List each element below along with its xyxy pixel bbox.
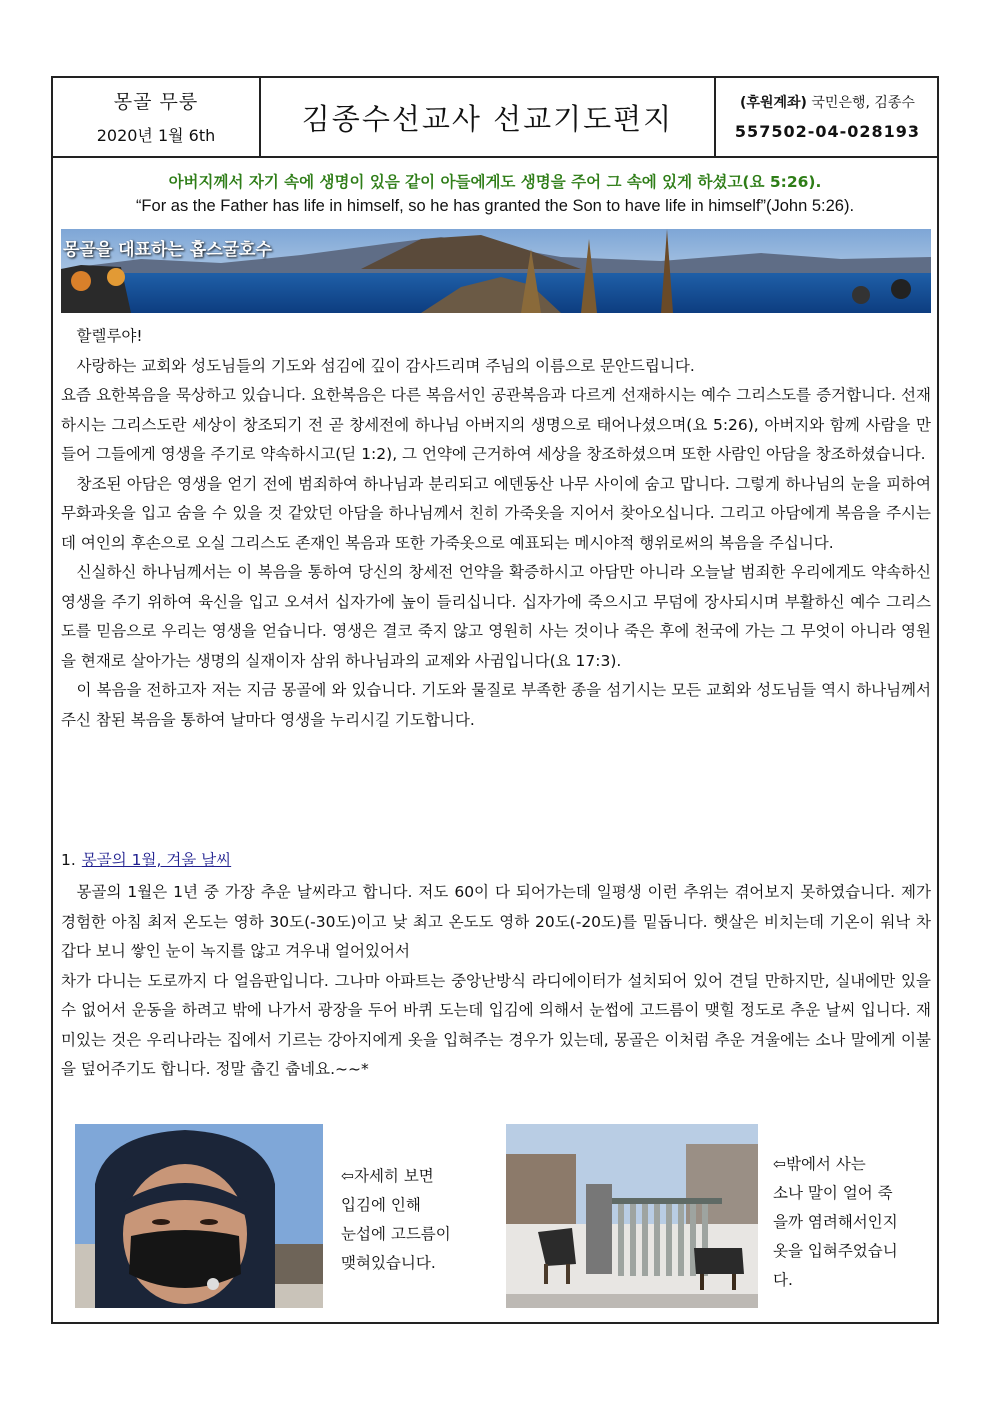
paragraph: 차가 다니는 도로까지 다 얼음판입니다. 그나마 아파트는 중앙난방식 라디에이터가 설치되어 있어 견딜 만하지만, 실내에만 있을 수 없어서 운동을 하려고 밖에 나가서 광장을 두어 바퀴 도는데 입김에 의해서 눈썹에 고드름이 맺힐 정도로 추운 날씨 입니다. 재미있는 것은 우리나라는 집에서 기르는 강아지에게 옷을 입혀주는 경우가 있는데, 몽골은 이처럼 추운 겨울에는 소나 말에게 이불을 덮어주기도 합니다. 정말 춥긴 춥네요.~~* xyxy=(61,971,931,1078)
letter-header xyxy=(53,78,937,158)
section-title: 몽골의 1월, 겨울 날씨 xyxy=(81,851,232,869)
caption-line: 눈섭에 고드름이 xyxy=(341,1225,451,1243)
animals-photo xyxy=(506,1124,758,1308)
section-number: 1. xyxy=(61,851,76,869)
letter-frame xyxy=(51,76,939,1324)
caption-line: ⇦밖에서 사는 xyxy=(773,1155,866,1173)
man-in-winter-hood-image xyxy=(75,1124,323,1308)
paragraph: 창조된 아담은 영생을 얻기 전에 범죄하여 하나님과 분리되고 에덴동산 나무 사이에 숨고 맙니다. 그렇게 하나님의 눈을 피하여 무화과옷을 입고 숨을 수 있을 것 같았던 아담을 하나님께서 친히 가죽옷을 지어서 찾아오십니다. 그리고 아담에게 복음을 주시는데 여인의 후손으로 오실 그리스도 존재인 복음과 또한 가죽옷으로 예표되는 메시야적 행위로써의 복음을 주십니다. xyxy=(61,474,931,552)
donation-label: (후원계좌) xyxy=(740,95,807,111)
verse-english: “For as the Father has life in himself, so he has granted the Son to have life in himself”(John 5:26). xyxy=(135,197,855,215)
paragraph: 이 복음을 전하고자 저는 지금 몽골에 와 있습니다. 기도와 물질로 부족한 종을 섬기시는 모든 교회와 성도님들 역시 하나님께서 주신 참된 복음을 통하여 날마다 영생을 누리시길 기도합니다. xyxy=(61,681,931,729)
banner-caption: 몽골을 대표하는 홉스굴호수 xyxy=(63,240,272,260)
section-heading xyxy=(61,848,231,870)
paragraph: 신실하신 하나님께서는 이 복음을 통하여 당신의 창세전 언약을 확증하시고 아담만 아니라 오늘날 범죄한 우리에게도 약속하신 영생을 주기 위하여 육신을 입고 오셔서 십자가에 높이 들리십니다. 십자가에 죽으시고 무덤에 장사되시며 부활하신 예수 그리스도를 믿음으로 우리는 영생을 얻습니다. 영생은 결코 죽지 않고 영원히 사는 것이나 죽은 후에 천국에 가는 그 무엇이 아니라 영원을 현재로 살아가는 생명의 실재이자 삼위 하나님과의 교제와 사귐입니다(요 17:3). xyxy=(61,563,931,670)
letter-body xyxy=(61,322,931,735)
selfie-photo xyxy=(75,1124,323,1308)
location-label: 몽골 무룽 xyxy=(113,91,199,113)
caption-line: 입김에 인해 xyxy=(341,1196,421,1214)
donation-cell xyxy=(716,78,939,156)
title-cell xyxy=(261,78,716,156)
letter-title: 김종수선교사 선교기도편지 xyxy=(301,101,674,136)
caption-line: 다. xyxy=(773,1271,793,1289)
lake-banner-photo xyxy=(61,229,931,313)
caption-line: 을까 염려해서인지 xyxy=(773,1213,898,1231)
photo2-caption xyxy=(773,1150,923,1295)
date-label: 2020년 1월 6th xyxy=(96,126,216,145)
paragraph: 몽골의 1월은 1년 중 가장 추운 날씨라고 합니다. 저도 60이 다 되어가는데 일평생 이런 추위는 겪어보지 못하였습니다. 제가 경험한 아침 최저 온도는 영하 30도(-30도)이고 낮 최고 온도도 영하 20도(-20도)를 밑돕니다. 햇살은 비치는데 기온이 워낙 차갑다 보니 쌓인 눈이 녹지를 않고 겨우내 얼어있어서 xyxy=(61,883,931,960)
verse-korean: 아버지께서 자기 속에 생명이 있음 같이 아들에게도 생명을 주어 그 속에 있게 하셨고(요 5:26). xyxy=(168,173,822,191)
blanketed-horse-cow-image xyxy=(506,1124,758,1308)
paragraph-thanks: 사랑하는 교회와 성도님들의 기도와 섬김에 깊이 감사드리며 주님의 이름으로 문안드립니다. xyxy=(76,356,695,375)
caption-line: 옷을 입혀주었습니 xyxy=(773,1242,898,1260)
paragraph: 요즘 요한복음을 묵상하고 있습니다. 요한복음은 다른 복음서인 공관복음과 다르게 선재하시는 예수 그리스도를 증거합니다. 선재하시는 그리스도란 세상이 창조되기 전 곧 창세전에 하나님 아버지의 생명으로 태어나셨으며(요 5:26), 아버지와 함께 사람을 만들어 그들에게 영생을 주기로 약속하시고(딛 1:2), 그 언약에 근거하여 세상을 창조하셨으며 또한 사람인 아담을 창조하셨습니다. xyxy=(61,386,931,463)
account-number: 557502-04-028193 xyxy=(734,122,921,141)
photo1-caption xyxy=(341,1162,451,1278)
caption-line: 맺혀있습니다. xyxy=(341,1254,436,1272)
caption-line: ⇦자세히 보면 xyxy=(341,1167,434,1185)
donation-info xyxy=(716,92,939,112)
section-body xyxy=(61,878,931,1085)
location-date-cell xyxy=(53,78,261,156)
paragraph-greeting: 할렐루야! xyxy=(76,327,143,345)
caption-line: 소나 말이 얼어 죽 xyxy=(773,1184,893,1202)
donation-bank: 국민은행, 김종수 xyxy=(811,95,915,111)
